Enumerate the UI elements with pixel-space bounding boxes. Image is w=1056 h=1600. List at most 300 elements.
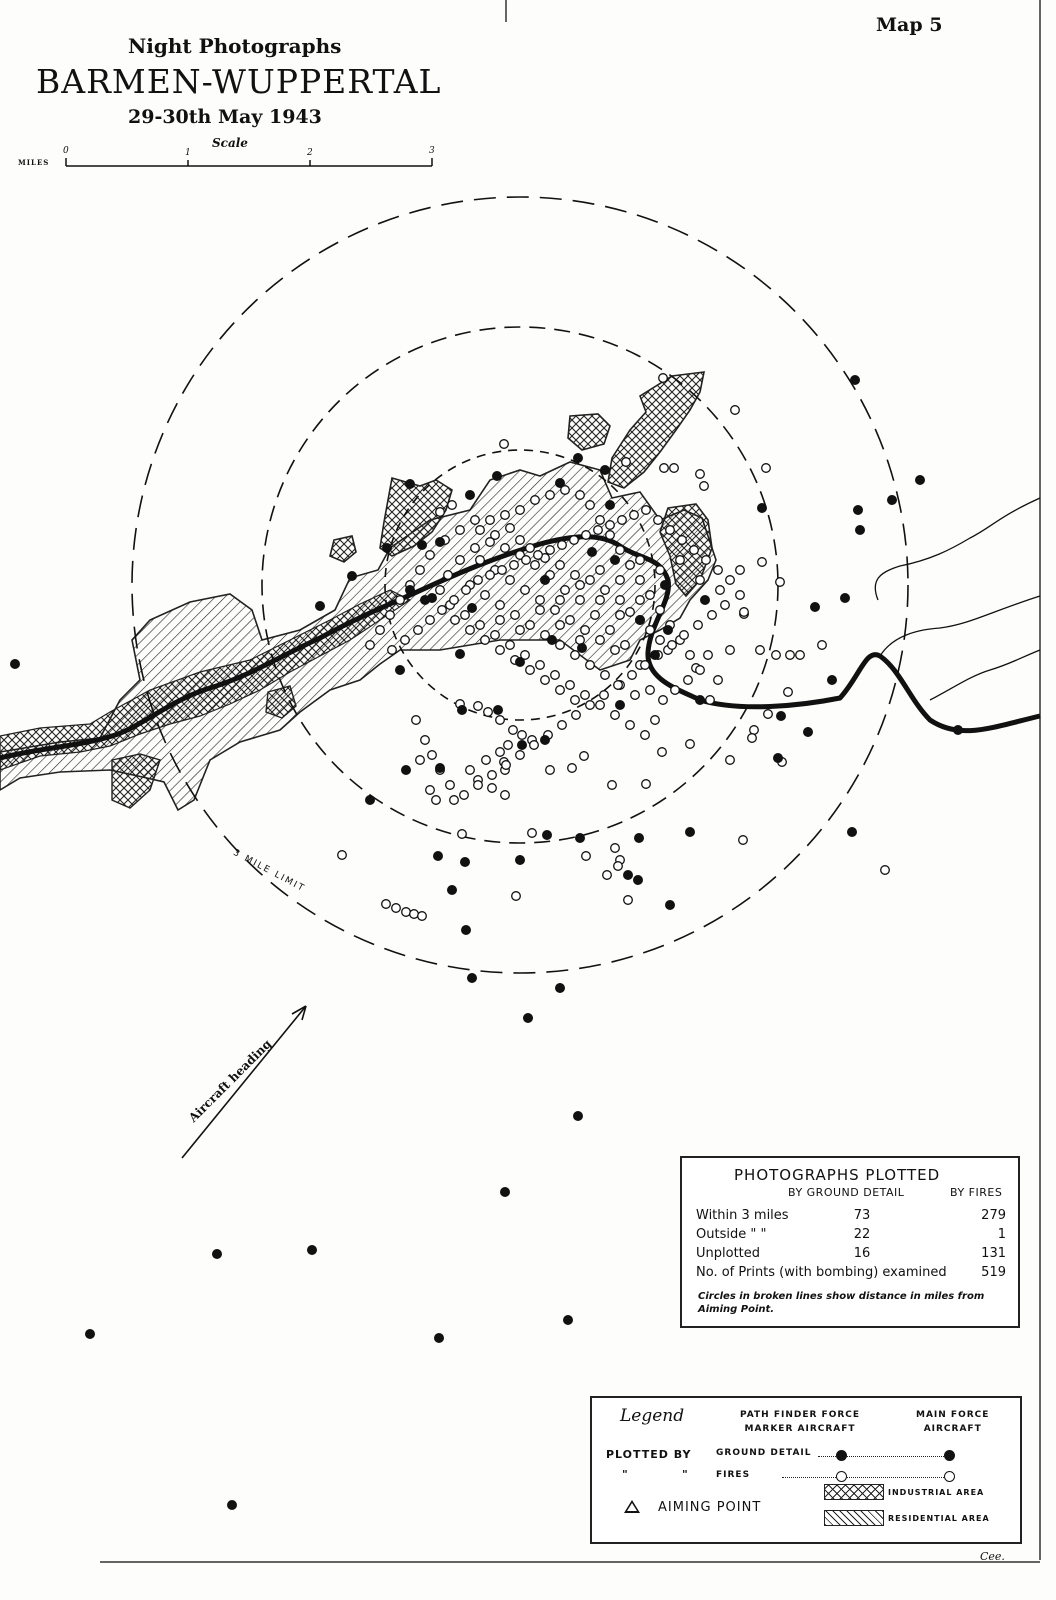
fire-plot-point	[660, 464, 669, 473]
ground-detail-plot-point	[605, 500, 615, 510]
fire-plot-point	[618, 516, 627, 525]
fire-plot-point	[762, 464, 771, 473]
ground-detail-plot-point	[523, 1013, 533, 1023]
fire-plot-point	[460, 791, 469, 800]
fire-plot-point	[546, 766, 555, 775]
ground-detail-plot-point	[887, 495, 897, 505]
ground-detail-plot-point	[461, 925, 471, 935]
fire-plot-point	[474, 702, 483, 711]
fire-plot-point	[396, 596, 405, 605]
fire-plot-point	[418, 912, 427, 921]
ground-detail-plot-point	[435, 537, 445, 547]
legend-main-fires-circle	[944, 1471, 955, 1482]
legend-box	[590, 1396, 1022, 1544]
fire-plot-point	[630, 511, 639, 520]
fire-plot-point	[756, 646, 765, 655]
fire-plot-point	[556, 686, 565, 695]
fire-plot-point	[426, 551, 435, 560]
fire-plot-point	[646, 626, 655, 635]
legend-ground-detail: GROUND DETAIL	[716, 1448, 812, 1458]
aircraft-heading-arrow	[182, 1006, 306, 1158]
residential-area	[0, 462, 716, 810]
fire-plot-point	[731, 406, 740, 415]
ground-detail-plot-point	[515, 855, 525, 865]
fire-plot-point	[536, 596, 545, 605]
stats-row-fires: 279	[981, 1208, 1006, 1223]
ground-detail-plot-point	[447, 885, 457, 895]
mile-limit-label: 3 MILE LIMIT	[231, 848, 307, 895]
signature: Cee.	[980, 1550, 1005, 1563]
fire-plot-point	[481, 636, 490, 645]
fire-plot-point	[558, 541, 567, 550]
fire-plot-point	[581, 691, 590, 700]
ground-detail-plot-point	[212, 1249, 222, 1259]
ground-detail-plot-point	[850, 375, 860, 385]
ground-detail-plot-point	[827, 675, 837, 685]
fire-plot-point	[556, 621, 565, 630]
fire-plot-point	[568, 764, 577, 773]
fire-plot-point	[611, 711, 620, 720]
stats-row	[696, 1227, 1014, 1245]
fire-plot-point	[486, 571, 495, 580]
ground-detail-plot-point	[540, 735, 550, 745]
fire-plot-point	[636, 596, 645, 605]
fire-plot-point	[758, 558, 767, 567]
fire-plot-point	[596, 516, 605, 525]
fire-plot-point	[436, 508, 445, 517]
stats-row-ground: 16	[853, 1246, 871, 1261]
fire-plot-point	[496, 646, 505, 655]
fire-plot-point	[571, 696, 580, 705]
ground-detail-plot-point	[663, 625, 673, 635]
scale-tick-1: 1	[185, 148, 191, 158]
fire-plot-point	[586, 576, 595, 585]
fire-plot-point	[516, 626, 525, 635]
fire-plot-point	[566, 681, 575, 690]
fire-plot-point	[624, 896, 633, 905]
map-number: Map 5	[876, 14, 943, 36]
fire-plot-point	[772, 651, 781, 660]
fire-plot-point	[603, 871, 612, 880]
fire-plot-point	[509, 726, 518, 735]
fire-plot-point	[686, 740, 695, 749]
ground-detail-plot-point	[587, 547, 597, 557]
fire-plot-point	[748, 734, 757, 743]
fire-plot-point	[476, 526, 485, 535]
fire-plot-point	[388, 646, 397, 655]
fire-plot-point	[750, 726, 759, 735]
fire-plot-point	[611, 646, 620, 655]
fire-plot-point	[641, 731, 650, 740]
fire-plot-point	[546, 491, 555, 500]
fire-plot-point	[654, 516, 663, 525]
fire-plot-point	[496, 601, 505, 610]
fire-plot-point	[496, 616, 505, 625]
ground-detail-plot-point	[427, 593, 437, 603]
ground-detail-plot-point	[401, 765, 411, 775]
fire-plot-point	[614, 681, 623, 690]
ground-detail-plot-point	[600, 465, 610, 475]
fire-plot-point	[451, 616, 460, 625]
fire-plot-point	[426, 786, 435, 795]
fire-plot-point	[596, 596, 605, 605]
ground-detail-plot-point	[434, 1333, 444, 1343]
ground-detail-plot-point	[457, 705, 467, 715]
stats-row-label: No. of Prints (with bombing) examined	[696, 1265, 947, 1280]
fire-plot-point	[606, 626, 615, 635]
industrial-area-southwest	[112, 754, 160, 808]
photographs-plotted-box	[680, 1156, 1020, 1328]
tributary-north	[875, 498, 1040, 600]
fire-plot-point	[556, 596, 565, 605]
fire-plot-point	[462, 586, 471, 595]
fire-plot-point	[601, 671, 610, 680]
ground-detail-plot-point	[634, 833, 644, 843]
fire-plot-point	[496, 748, 505, 757]
fire-plot-point	[510, 561, 519, 570]
stats-row-fires: 131	[981, 1246, 1006, 1261]
fire-plot-point	[636, 556, 645, 565]
fire-plot-point	[696, 666, 705, 675]
stats-header-ground-detail: BY GROUND DETAIL	[788, 1186, 905, 1199]
fire-plot-point	[881, 866, 890, 875]
fire-plot-point	[518, 731, 527, 740]
fire-plot-point	[696, 470, 705, 479]
fire-plot-point	[646, 591, 655, 600]
ground-detail-plot-point	[467, 603, 477, 613]
ground-detail-plot-point	[685, 827, 695, 837]
fire-plot-point	[546, 546, 555, 555]
fire-plot-point	[488, 771, 497, 780]
fire-plot-point	[556, 561, 565, 570]
fire-plot-point	[338, 851, 347, 860]
fire-plot-point	[616, 596, 625, 605]
fire-plot-point	[764, 710, 773, 719]
fire-plot-point	[626, 721, 635, 730]
stats-title: PHOTOGRAPHS PLOTTED	[734, 1166, 941, 1184]
fire-plot-point	[392, 904, 401, 913]
legend-ditto: "	[682, 1468, 689, 1481]
legend-pathfinder-ground-dot	[836, 1450, 847, 1461]
fire-plot-point	[530, 741, 539, 750]
ground-detail-plot-point	[840, 593, 850, 603]
fire-plot-point	[531, 561, 540, 570]
fire-plot-point	[702, 556, 711, 565]
fire-plot-point	[522, 556, 531, 565]
fire-plot-point	[382, 900, 391, 909]
stats-row	[696, 1265, 1014, 1283]
fire-plot-point	[576, 581, 585, 590]
fire-plot-point	[708, 611, 717, 620]
ground-detail-plot-point	[577, 643, 587, 653]
fire-plot-point	[631, 691, 640, 700]
ground-detail-plot-point	[700, 595, 710, 605]
ground-detail-plot-point	[405, 479, 415, 489]
fire-plot-point	[616, 576, 625, 585]
fire-plot-point	[504, 741, 513, 750]
ground-detail-plot-point	[417, 540, 427, 550]
ground-detail-plot-point	[542, 830, 552, 840]
fire-plot-point	[676, 556, 685, 565]
legend-header-pathfinder: PATH FINDER FORCE MARKER AIRCRAFT	[740, 1410, 861, 1434]
aircraft-heading-label: Aircraft heading	[186, 1036, 275, 1125]
ground-detail-plot-point	[776, 711, 786, 721]
ground-detail-plot-point	[227, 1500, 237, 1510]
fire-plot-point	[600, 691, 609, 700]
fire-plot-point	[450, 796, 459, 805]
fire-plot-point	[416, 566, 425, 575]
fire-plot-point	[714, 566, 723, 575]
fire-plot-point	[622, 458, 631, 467]
fire-plot-point	[366, 641, 375, 650]
ground-detail-plot-point	[847, 827, 857, 837]
ground-detail-plot-point	[433, 851, 443, 861]
fire-plot-point	[471, 516, 480, 525]
fire-plot-point	[486, 516, 495, 525]
ground-detail-plot-point	[555, 983, 565, 993]
stats-row-label: Within 3 miles	[696, 1208, 789, 1223]
ground-detail-plot-point	[395, 665, 405, 675]
industrial-area-swatch	[824, 1484, 884, 1500]
fire-plot-point	[796, 651, 805, 660]
residential-area-swatch	[824, 1510, 884, 1526]
fire-plot-point	[484, 708, 493, 717]
fire-plot-point	[696, 576, 705, 585]
fire-plot-point	[386, 611, 395, 620]
fire-plot-point	[636, 576, 645, 585]
fire-plot-point	[716, 586, 725, 595]
fire-plot-point	[614, 862, 623, 871]
fire-plot-point	[594, 526, 603, 535]
scale-tick-3: 3	[429, 146, 435, 156]
fire-plot-point	[582, 531, 591, 540]
fire-plot-point	[481, 591, 490, 600]
fire-plot-point	[498, 566, 507, 575]
legend-ditto: "	[622, 1468, 629, 1481]
fire-plot-point	[680, 631, 689, 640]
fire-plot-point	[656, 566, 665, 575]
fire-plot-point	[474, 781, 483, 790]
fire-plot-point	[512, 892, 521, 901]
ground-detail-plot-point	[555, 478, 565, 488]
fire-plot-point	[596, 636, 605, 645]
ground-detail-plot-point	[953, 725, 963, 735]
fire-plot-point	[526, 621, 535, 630]
stats-header-fires: BY FIRES	[950, 1186, 1003, 1199]
ground-detail-plot-point	[347, 571, 357, 581]
ground-detail-plot-point	[315, 601, 325, 611]
ground-detail-plot-point	[540, 575, 550, 585]
fire-plot-point	[678, 536, 687, 545]
fire-plot-point	[528, 829, 537, 838]
ground-detail-plot-point	[803, 727, 813, 737]
stats-row-label: Outside " "	[696, 1227, 767, 1242]
fire-plot-point	[416, 756, 425, 765]
fire-plot-point	[436, 586, 445, 595]
fire-plot-point	[502, 761, 511, 770]
fire-plot-point	[621, 641, 630, 650]
stats-row-fires: 1	[997, 1227, 1006, 1242]
fire-plot-point	[686, 651, 695, 660]
fire-plot-point	[786, 651, 795, 660]
ground-detail-plot-point	[633, 875, 643, 885]
legend-fires: FIRES	[716, 1470, 751, 1480]
ground-detail-plot-point	[515, 657, 525, 667]
stats-row	[696, 1246, 1014, 1264]
fire-plot-point	[482, 756, 491, 765]
ground-detail-plot-point	[465, 490, 475, 500]
ground-detail-plot-point	[695, 695, 705, 705]
ground-detail-plot-point	[382, 543, 392, 553]
fire-plot-point	[608, 781, 617, 790]
fire-plot-point	[414, 626, 423, 635]
fire-plot-point	[582, 852, 591, 861]
aiming-point-triangle-icon	[624, 1500, 640, 1513]
fire-plot-point	[641, 661, 650, 670]
fire-plot-point	[721, 601, 730, 610]
fire-plot-point	[642, 506, 651, 515]
fire-plot-point	[606, 521, 615, 530]
legend-leader-fires	[782, 1477, 948, 1478]
fire-plot-point	[670, 464, 679, 473]
fire-plot-point	[739, 836, 748, 845]
ground-detail-plot-point	[773, 753, 783, 763]
fire-plot-point	[571, 651, 580, 660]
fire-plot-point	[551, 671, 560, 680]
fire-plot-point	[818, 641, 827, 650]
fire-plot-point	[690, 546, 699, 555]
fire-plot-point	[471, 544, 480, 553]
ground-detail-plot-point	[435, 763, 445, 773]
ground-detail-plot-point	[455, 649, 465, 659]
legend-plotted-by: PLOTTED BY	[606, 1448, 692, 1461]
fire-plot-point	[646, 686, 655, 695]
fire-plot-point	[580, 752, 589, 761]
legend-pathfinder-fires-circle	[836, 1471, 847, 1482]
stats-note: Circles in broken lines show distance in miles from Aiming Point.	[698, 1291, 985, 1315]
fire-plot-point	[541, 676, 550, 685]
fire-plot-point	[616, 546, 625, 555]
ground-detail-plot-point	[810, 602, 820, 612]
scale-label: Scale	[212, 136, 248, 150]
ground-detail-plot-point	[547, 635, 557, 645]
fire-plot-point	[500, 440, 509, 449]
stats-row-label: Unplotted	[696, 1246, 761, 1261]
fire-plot-point	[531, 496, 540, 505]
industrial-area-northeast	[608, 372, 704, 488]
legend-aiming-point: AIMING POINT	[658, 1500, 762, 1515]
fire-plot-point	[694, 621, 703, 630]
fire-plot-point	[511, 611, 520, 620]
fire-plot-point	[516, 536, 525, 545]
fire-plot-point	[576, 596, 585, 605]
ground-detail-plot-point	[855, 525, 865, 535]
fire-plot-point	[488, 784, 497, 793]
scale-unit: MILES	[18, 158, 50, 167]
fire-plot-point	[642, 780, 651, 789]
fire-plot-point	[526, 666, 535, 675]
fire-plot-point	[438, 606, 447, 615]
fire-plot-point	[516, 506, 525, 515]
ground-detail-plot-point	[615, 700, 625, 710]
ground-detail-plot-point	[467, 973, 477, 983]
fire-plot-point	[626, 561, 635, 570]
title-night-photographs: Night Photographs	[128, 34, 342, 58]
ground-detail-plot-point	[660, 580, 670, 590]
fire-plot-point	[784, 688, 793, 697]
scale-tick-2: 2	[307, 148, 313, 158]
fire-plot-point	[458, 830, 467, 839]
fire-plot-point	[466, 626, 475, 635]
fire-plot-point	[421, 736, 430, 745]
ground-detail-plot-point	[575, 833, 585, 843]
fire-plot-point	[444, 571, 453, 580]
fire-plot-point	[461, 611, 470, 620]
fire-plot-point	[428, 751, 437, 760]
fire-plot-point	[501, 511, 510, 520]
fire-plot-point	[561, 586, 570, 595]
fire-plot-point	[501, 544, 510, 553]
fire-plot-point	[426, 616, 435, 625]
fire-plot-point	[402, 908, 411, 917]
fire-plot-point	[714, 676, 723, 685]
fire-plot-point	[586, 661, 595, 670]
industrial-area-small	[330, 536, 356, 562]
fire-plot-point	[656, 636, 665, 645]
fire-plot-point	[516, 751, 525, 760]
fire-plot-point	[486, 538, 495, 547]
fire-plot-point	[586, 701, 595, 710]
fire-plot-point	[576, 636, 585, 645]
fire-plot-point	[448, 501, 457, 510]
fire-plot-point	[412, 716, 421, 725]
ground-detail-plot-point	[573, 453, 583, 463]
fire-plot-point	[740, 608, 749, 617]
fire-plot-point	[591, 611, 600, 620]
fire-plot-point	[450, 596, 459, 605]
title-date: 29-30th May 1943	[128, 106, 322, 128]
fire-plot-point	[606, 531, 615, 540]
fire-plot-point	[570, 536, 579, 545]
fire-plot-point	[526, 544, 535, 553]
fire-plot-point	[401, 636, 410, 645]
fire-plot-point	[556, 641, 565, 650]
fire-plot-point	[558, 721, 567, 730]
legend-main-ground-dot	[944, 1450, 955, 1461]
tributary-east	[930, 650, 1040, 700]
fire-plot-point	[668, 641, 677, 650]
legend-title: Legend	[620, 1406, 685, 1426]
fire-plot-point	[616, 611, 625, 620]
ground-detail-plot-point	[635, 615, 645, 625]
ground-detail-plot-point	[493, 705, 503, 715]
fire-plot-point	[596, 701, 605, 710]
ground-detail-plot-point	[915, 475, 925, 485]
legend-residential-area: RESIDENTIAL AREA	[888, 1514, 990, 1523]
fire-plot-point	[571, 571, 580, 580]
fire-plot-point	[596, 566, 605, 575]
fire-plot-point	[506, 576, 515, 585]
fire-plot-point	[551, 606, 560, 615]
fire-plot-point	[536, 661, 545, 670]
scale-tick-0: 0	[63, 146, 69, 156]
ground-detail-plot-point	[10, 659, 20, 669]
industrial-area-islet	[568, 414, 610, 450]
ground-detail-plot-point	[492, 471, 502, 481]
fire-plot-point	[611, 844, 620, 853]
fire-plot-point	[446, 781, 455, 790]
fire-plot-point	[726, 646, 735, 655]
